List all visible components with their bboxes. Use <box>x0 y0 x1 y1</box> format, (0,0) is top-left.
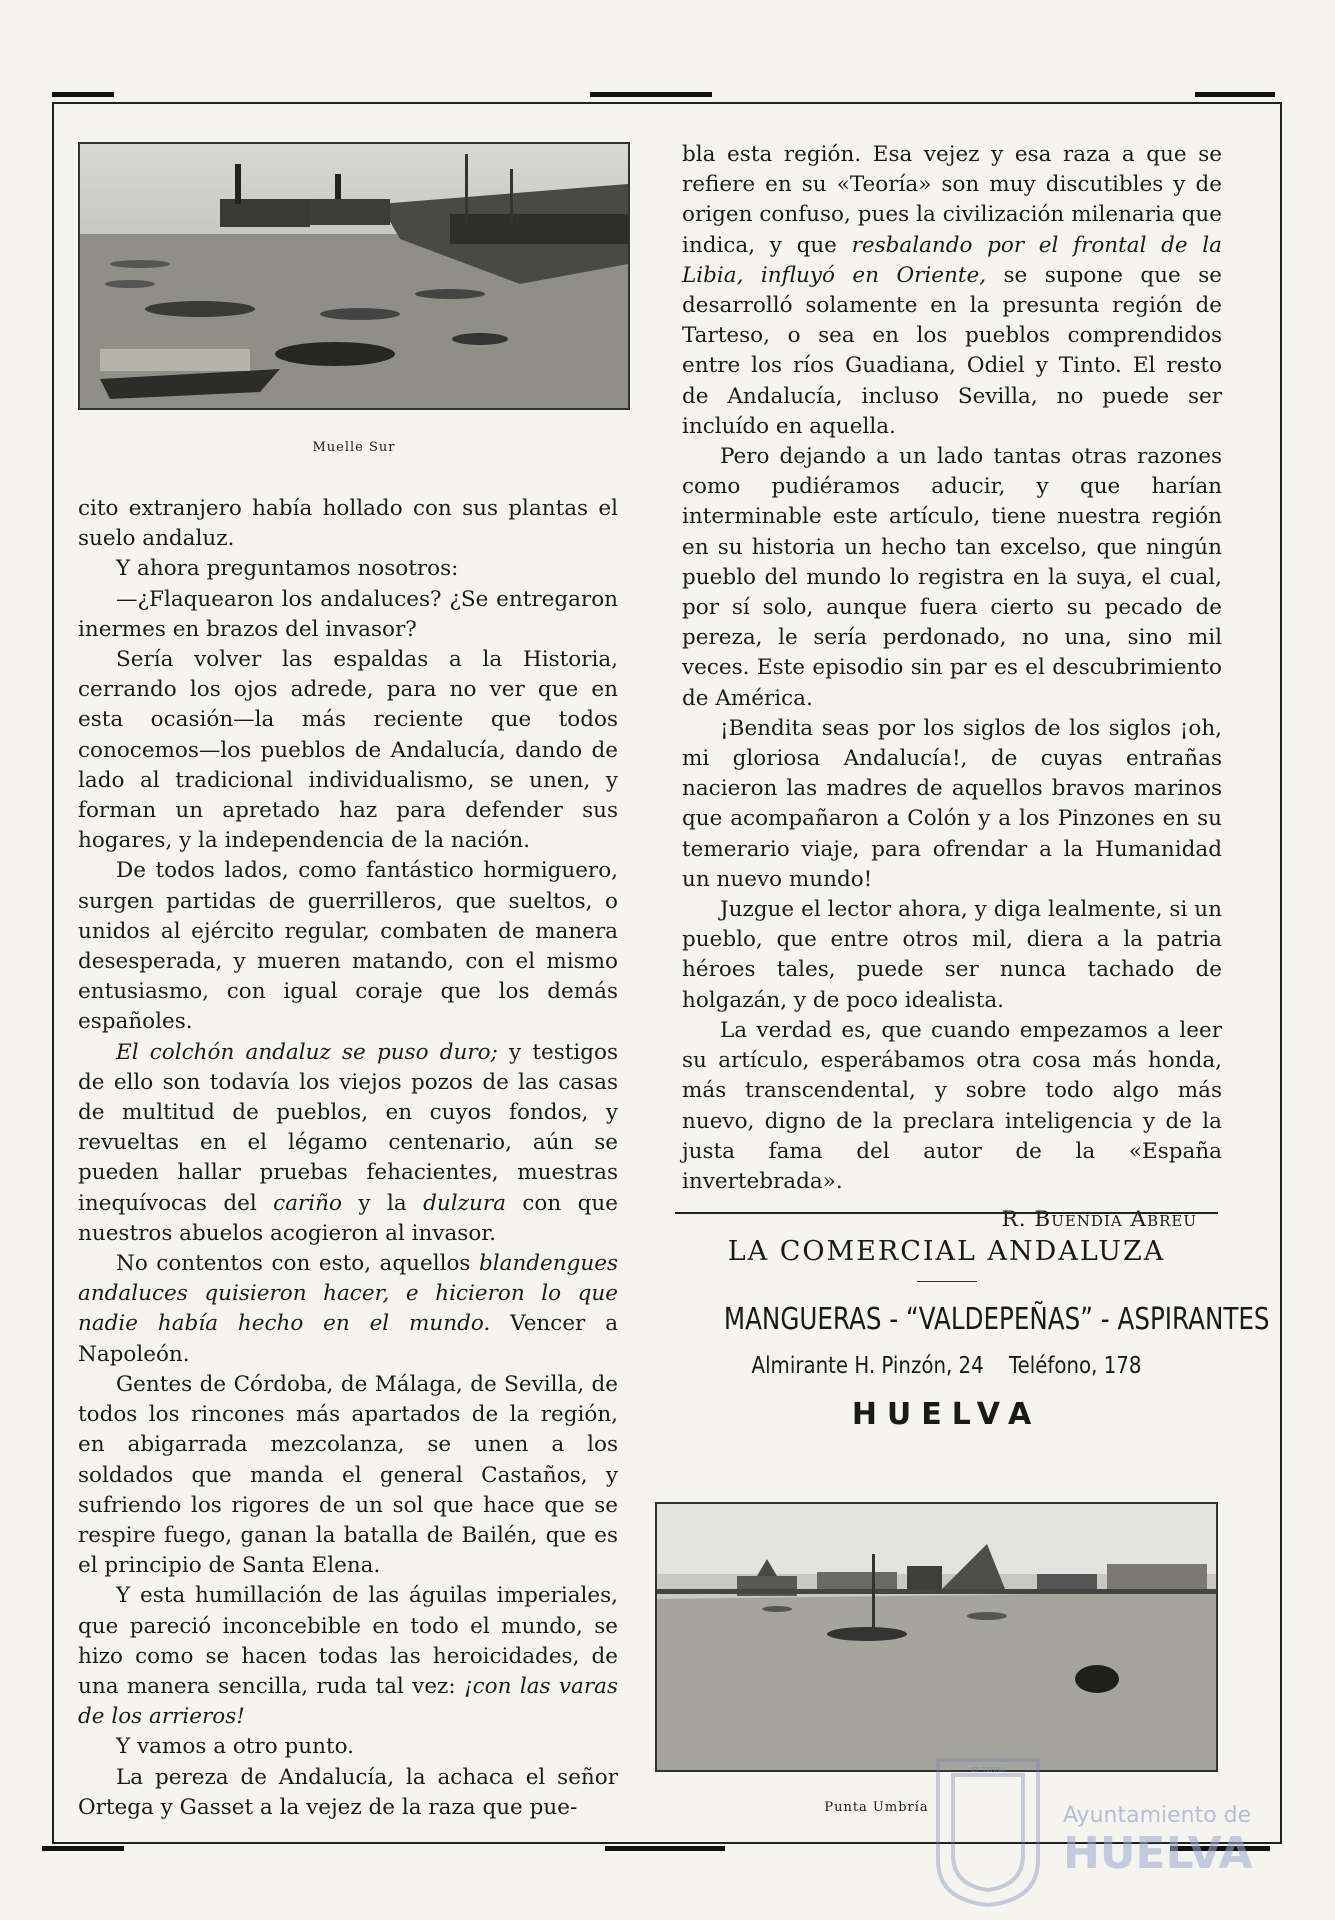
ad-divider <box>917 1281 977 1282</box>
paragraph: Juzgue el lector ahora, y diga lealmente, si un pueblo, que entre otros mil, diera a la patria héroes tales, puede ser nunca tachado de holgazán, y de poco idealista. <box>682 897 1222 1013</box>
paragraph: Gentes de Córdoba, de Málaga, de Sevilla, de todos los rincones más apartados de la región, en abigarrada mezcolanza, se unen a los soldados que manda el general Castaños, y sufriendo los rigores de un sol que hace que se respire fuego, ganan la batalla de Bailén, que es el principio de Santa Elena. <box>78 1371 618 1579</box>
paragraph: El colchón andaluz se puso duro; y testigos de ello son todavía los viejos pozos de las casas de multitud de pueblos, en cuyos fondos, y revueltas en el légamo centenario, aún se pueden hallar pruebas fehacientes, muestras inequívocas del cariño y la dulzura con que nuestros abuelos acogieron al invasor. <box>78 1039 619 1246</box>
svg-text:ET TERRA: ET TERRA <box>971 1766 1005 1774</box>
right-column <box>682 140 1222 1235</box>
photo-punta-umbria <box>655 1502 1218 1772</box>
ad-address-line <box>713 1353 1180 1379</box>
bottom-rule-mid <box>605 1846 725 1851</box>
ad-city: HUELVA <box>851 1397 1042 1432</box>
paragraph: Y esta humillación de las águilas imperiales, que pareció inconcebible en todo el mundo, se hizo como se hacen todas las heroicidades, de una manera sencilla, ruda tal vez: ¡con las varas de los arrieros! <box>78 1583 619 1730</box>
paragraph: La pereza de Andalucía, la achaca el señor Ortega y Gasset a la vejez de la raza que pue- <box>78 1764 618 1820</box>
paragraph: Sería volver las espaldas a la Historia, cerrando los ojos adrede, para no ver que en esta ocasión—la más reciente que todos conocemos—los pueblos de Andalucía, dando de lado al tradicional individualismo, se unen, y forman un apretado haz para defender sus hogares, y la independencia de la nación. <box>78 647 618 854</box>
photo-caption-punta-umbria: Punta Umbría <box>824 1800 929 1815</box>
paragraph: Pero dejando a un lado tantas otras razones como pudiéramos aducir, y que harían interminable este artículo, tiene nuestra región en su historia un hecho tan excelso, que ningún pueblo del mundo lo registra en la suya, el cual, por sí solo, aunque fuera cierto su pecado de pereza, le sería perdonado, no una, sino mil veces. Este episodio sin par es el descubrimiento de América. <box>682 444 1222 711</box>
left-column <box>78 494 618 1823</box>
ad-phone: Teléfono, 178 <box>1008 1353 1142 1379</box>
top-rule-right <box>1195 92 1275 97</box>
paragraph: De todos lados, como fantástico hormiguero, surgen partidas de guerrilleros, que sueltos, o unidos al ejército regular, combaten de manera desesperada, y mueren matando, con el mismo entusiasmo, con igual coraje que los demás españoles. <box>78 858 618 1035</box>
paragraph: Y vamos a otro punto. <box>116 1734 354 1760</box>
harbor-photo-icon <box>80 144 628 408</box>
top-rule-mid <box>590 92 712 97</box>
paragraph: No contentos con esto, aquellos blandengues andaluces quisieron hacer, e hicieron lo que nadie había hecho en el mundo. Vencer a Napoleón. <box>78 1251 619 1367</box>
paragraph: Y ahora preguntamos nosotros: <box>116 556 459 582</box>
photo-caption-muelle-sur: Muelle Sur <box>312 440 396 455</box>
paragraph: La verdad es, que cuando empezamos a leer su artículo, esperábamos otra cosa más honda, más transcendental, y sobre todo algo más nuevo, digno de la preclara inteligencia y de la justa fama del autor de la «España invertebrada». <box>682 1017 1222 1194</box>
advertisement <box>675 1212 1270 1432</box>
photo-muelle-sur <box>78 142 630 410</box>
svg-text:Ayuntamiento de: Ayuntamiento de <box>1063 1803 1252 1828</box>
paragraph: ¡Bendita seas por los siglos de los siglos ¡oh, mi gloriosa Andalucía!, de cuyas entrañas nacieron las madres de aquellos bravos marinos que acompañaron a Colón y a los Pinzones en su temerario viaje, para ofrendar a la Humanidad un nuevo mundo! <box>682 715 1222 892</box>
top-rule-left <box>52 92 114 97</box>
author-signature: R. Buendía Abreu <box>1001 1207 1197 1233</box>
ad-address: Almirante H. Pinzón, 24 <box>751 1353 984 1379</box>
paragraph: —¿Flaquearon los andaluces? ¿Se entregaron inermes en brazos del invasor? <box>78 586 618 642</box>
ayuntamiento-shield-icon <box>918 1750 1258 1910</box>
ad-products: MANGUERAS - “VALDEPEÑAS” - ASPIRANTES <box>723 1302 1270 1337</box>
watermark <box>918 1750 1258 1910</box>
paragraph: cito extranjero había hollado con sus plantas el suelo andaluz. <box>78 496 618 552</box>
paragraph: bla esta región. Esa vejez y esa raza a que se refiere en su «Teoría» son muy discutibles y de origen confuso, pues la civilización milenaria que indica, y que resbalando por el frontal de la Libia, influyó en Oriente, se supone que se desarrolló solamente en la presunta región de Tarteso, o sea en los pueblos comprendidos entre los ríos Guadiana, Odiel y Tinto. El resto de Andalucía, incluso Sevilla, no puede ser incluído en aquella. <box>682 142 1222 439</box>
ad-company-name: LA COMERCIAL ANDALUZA <box>727 1236 1166 1267</box>
bottom-rule-left <box>42 1846 124 1851</box>
beach-photo-icon <box>657 1504 1216 1770</box>
svg-text:HUELVA: HUELVA <box>1063 1828 1253 1879</box>
